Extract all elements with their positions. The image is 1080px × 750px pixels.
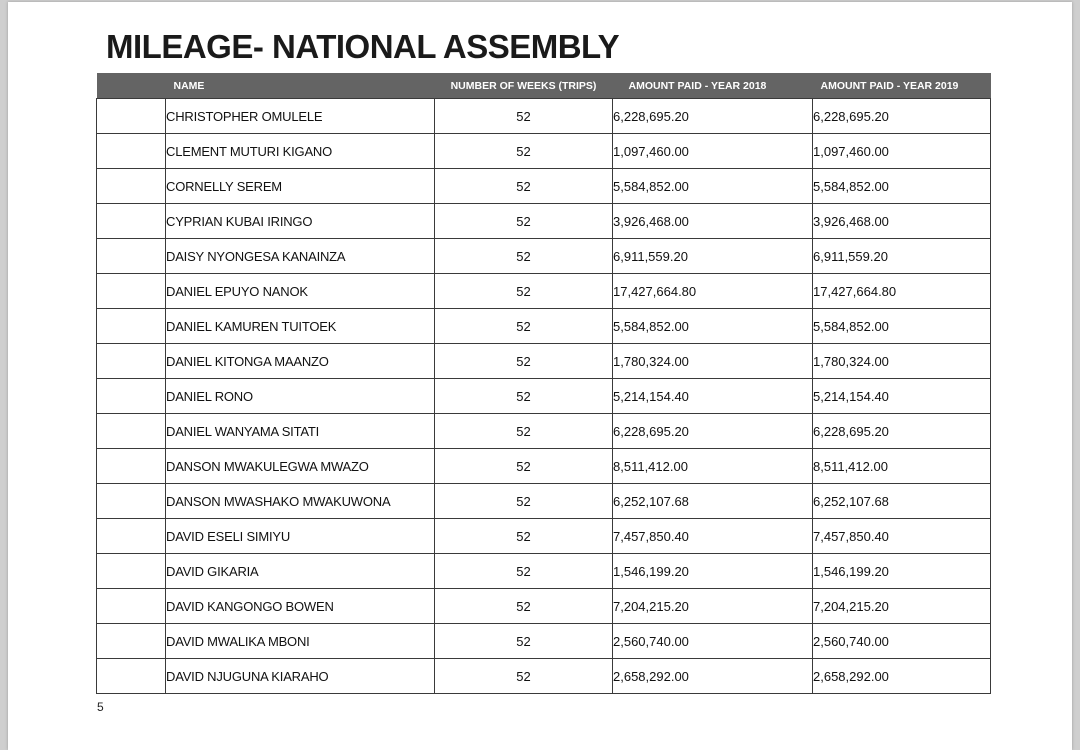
table-row — [97, 519, 991, 554]
amount-2018-cell: 5,584,852.00 — [613, 169, 813, 204]
table-body — [97, 99, 991, 694]
table-row — [97, 344, 991, 379]
weeks-cell: 52 — [435, 484, 613, 519]
table-row — [97, 239, 991, 274]
amount-2019-cell: 1,097,460.00 — [813, 134, 991, 169]
member-name-cell: DAVID KANGONGO BOWEN — [166, 589, 435, 624]
table-row — [97, 99, 991, 134]
weeks-cell: 52 — [435, 414, 613, 449]
amount-2018-cell: 5,584,852.00 — [613, 309, 813, 344]
amount-2018-cell: 2,658,292.00 — [613, 659, 813, 694]
amount-2019-cell: 6,228,695.20 — [813, 99, 991, 134]
column-header-weeks: NUMBER OF WEEKS (TRIPS) — [435, 73, 613, 99]
amount-2018-cell: 7,457,850.40 — [613, 519, 813, 554]
row-blank-cell — [97, 519, 166, 554]
weeks-cell: 52 — [435, 134, 613, 169]
weeks-cell: 52 — [435, 449, 613, 484]
amount-2018-cell: 7,204,215.20 — [613, 589, 813, 624]
weeks-cell: 52 — [435, 239, 613, 274]
mileage-table — [96, 73, 991, 694]
row-blank-cell — [97, 659, 166, 694]
row-blank-cell — [97, 204, 166, 239]
amount-2019-cell: 2,658,292.00 — [813, 659, 991, 694]
amount-2018-cell: 1,546,199.20 — [613, 554, 813, 589]
table-row — [97, 484, 991, 519]
row-blank-cell — [97, 239, 166, 274]
row-blank-cell — [97, 309, 166, 344]
amount-2019-cell: 3,926,468.00 — [813, 204, 991, 239]
page-number: 5 — [97, 700, 104, 714]
member-name-cell: DANIEL RONO — [166, 379, 435, 414]
weeks-cell: 52 — [435, 309, 613, 344]
member-name-cell: DAVID NJUGUNA KIARAHO — [166, 659, 435, 694]
amount-2018-cell: 6,228,695.20 — [613, 414, 813, 449]
row-blank-cell — [97, 414, 166, 449]
weeks-cell: 52 — [435, 169, 613, 204]
row-blank-cell — [97, 484, 166, 519]
member-name-cell: DAVID GIKARIA — [166, 554, 435, 589]
table-row — [97, 379, 991, 414]
weeks-cell: 52 — [435, 589, 613, 624]
weeks-cell: 52 — [435, 624, 613, 659]
table-row — [97, 309, 991, 344]
weeks-cell: 52 — [435, 274, 613, 309]
row-blank-cell — [97, 449, 166, 484]
column-header-amount-2019: AMOUNT PAID - YEAR 2019 — [813, 73, 991, 99]
member-name-cell: DANIEL WANYAMA SITATI — [166, 414, 435, 449]
weeks-cell: 52 — [435, 659, 613, 694]
amount-2019-cell: 7,204,215.20 — [813, 589, 991, 624]
column-header-name: NAME — [166, 73, 435, 99]
member-name-cell: DANIEL KITONGA MAANZO — [166, 344, 435, 379]
amount-2019-cell: 8,511,412.00 — [813, 449, 991, 484]
amount-2018-cell: 6,228,695.20 — [613, 99, 813, 134]
amount-2019-cell: 5,584,852.00 — [813, 169, 991, 204]
document-page — [8, 2, 1072, 750]
row-blank-cell — [97, 134, 166, 169]
member-name-cell: DAVID ESELI SIMIYU — [166, 519, 435, 554]
page-title: MILEAGE- NATIONAL ASSEMBLY — [106, 28, 620, 65]
member-name-cell: CLEMENT MUTURI KIGANO — [166, 134, 435, 169]
row-blank-cell — [97, 624, 166, 659]
weeks-cell: 52 — [435, 379, 613, 414]
member-name-cell: CYPRIAN KUBAI IRINGO — [166, 204, 435, 239]
row-blank-cell — [97, 589, 166, 624]
amount-2019-cell: 1,546,199.20 — [813, 554, 991, 589]
member-name-cell: DAISY NYONGESA KANAINZA — [166, 239, 435, 274]
table-row — [97, 274, 991, 309]
amount-2019-cell: 7,457,850.40 — [813, 519, 991, 554]
amount-2018-cell: 3,926,468.00 — [613, 204, 813, 239]
member-name-cell: DANSON MWASHAKO MWAKUWONA — [166, 484, 435, 519]
table-row — [97, 134, 991, 169]
table-row — [97, 414, 991, 449]
row-blank-cell — [97, 99, 166, 134]
member-name-cell: DANIEL EPUYO NANOK — [166, 274, 435, 309]
table-row — [97, 589, 991, 624]
member-name-cell: DAVID MWALIKA MBONI — [166, 624, 435, 659]
amount-2018-cell: 17,427,664.80 — [613, 274, 813, 309]
amount-2018-cell: 6,252,107.68 — [613, 484, 813, 519]
table-row — [97, 659, 991, 694]
amount-2019-cell: 5,584,852.00 — [813, 309, 991, 344]
amount-2019-cell: 5,214,154.40 — [813, 379, 991, 414]
table-header-row — [97, 73, 991, 99]
table-row — [97, 449, 991, 484]
row-blank-cell — [97, 274, 166, 309]
amount-2018-cell: 1,780,324.00 — [613, 344, 813, 379]
table-row — [97, 554, 991, 589]
member-name-cell: CHRISTOPHER OMULELE — [166, 99, 435, 134]
amount-2018-cell: 8,511,412.00 — [613, 449, 813, 484]
amount-2019-cell: 17,427,664.80 — [813, 274, 991, 309]
member-name-cell: CORNELLY SEREM — [166, 169, 435, 204]
table-row — [97, 169, 991, 204]
weeks-cell: 52 — [435, 519, 613, 554]
weeks-cell: 52 — [435, 554, 613, 589]
member-name-cell: DANIEL KAMUREN TUITOEK — [166, 309, 435, 344]
amount-2019-cell: 2,560,740.00 — [813, 624, 991, 659]
amount-2019-cell: 6,228,695.20 — [813, 414, 991, 449]
amount-2018-cell: 1,097,460.00 — [613, 134, 813, 169]
column-header-blank — [97, 73, 166, 99]
table-row — [97, 624, 991, 659]
member-name-cell: DANSON MWAKULEGWA MWAZO — [166, 449, 435, 484]
column-header-amount-2018: AMOUNT PAID - YEAR 2018 — [613, 73, 813, 99]
row-blank-cell — [97, 344, 166, 379]
amount-2019-cell: 6,252,107.68 — [813, 484, 991, 519]
row-blank-cell — [97, 554, 166, 589]
amount-2019-cell: 6,911,559.20 — [813, 239, 991, 274]
amount-2018-cell: 2,560,740.00 — [613, 624, 813, 659]
amount-2018-cell: 5,214,154.40 — [613, 379, 813, 414]
table-row — [97, 204, 991, 239]
weeks-cell: 52 — [435, 204, 613, 239]
amount-2018-cell: 6,911,559.20 — [613, 239, 813, 274]
row-blank-cell — [97, 169, 166, 204]
amount-2019-cell: 1,780,324.00 — [813, 344, 991, 379]
weeks-cell: 52 — [435, 99, 613, 134]
row-blank-cell — [97, 379, 166, 414]
weeks-cell: 52 — [435, 344, 613, 379]
